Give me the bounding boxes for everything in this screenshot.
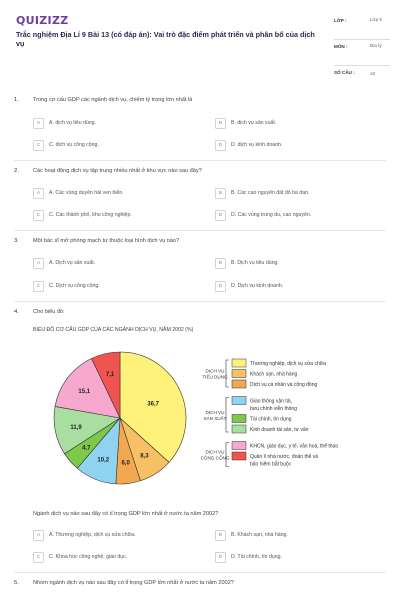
legend-bracket (226, 398, 229, 433)
legend-bracket (226, 360, 229, 387)
quizizz-logo: QUIZIZZ (16, 14, 69, 27)
legend-group-label: TIÊU DÙNG (202, 374, 228, 380)
legend-label: KHCN, giáo dục, y tế, văn hoá, thể thao (250, 443, 339, 450)
option-letter: D (215, 140, 226, 151)
option-letter: A (33, 530, 44, 541)
legend-swatch (232, 380, 246, 388)
slice-value-label: 11,9 (70, 424, 82, 431)
slice-value-label: 8,3 (140, 453, 149, 460)
question-text: Các hoạt động dịch vụ tập trung nhiều nhất ở khu vực nào sau đây? (33, 168, 202, 174)
legend-swatch (232, 397, 246, 405)
option-letter: B (215, 530, 226, 541)
legend-label: Thương nghiệp, dịch vụ sửa chữa (250, 361, 326, 368)
legend-swatch (232, 442, 246, 450)
question-number: 1. (14, 97, 19, 103)
subject-label: MÔN : (334, 44, 348, 49)
legend-label: bảo hiểm bắt buộc (250, 461, 292, 468)
option-letter: C (33, 281, 44, 292)
legend-label: Quản lí nhà nước, đoàn thể và (250, 454, 319, 461)
option-text: A. Các vùng duyên hải ven biển. (49, 190, 124, 196)
question-divider (14, 572, 386, 573)
legend-label: Khách sạn, nhà hàng (250, 371, 298, 378)
option-letter: A (33, 118, 44, 129)
legend-label: bưu chính viễn thông (250, 406, 297, 413)
option-text: B. Khách sạn, nhà hàng. (231, 532, 288, 538)
legend-label: Tài chính, tín dụng (250, 416, 292, 423)
option-letter: A (33, 188, 44, 199)
question-text: Ngành dịch vụ nào sau đây có tỉ trọng GDP lớn nhất ở nước ta năm 2002? (33, 511, 219, 517)
legend-label: Kinh doanh tài sản, tư vấn (250, 427, 309, 434)
legend-swatch (232, 425, 246, 433)
option-letter: C (33, 140, 44, 151)
option-text: B. dịch vụ sản xuất. (231, 120, 277, 126)
legend-group-label: DỊCH VỤ (205, 409, 225, 415)
question-text: Cho biểu đồ: (33, 309, 65, 315)
chart-legend (201, 359, 339, 468)
option-text: C. dịch vụ công cộng. (49, 142, 99, 148)
option-letter: D (215, 552, 226, 563)
chart-title: BIỂU ĐỒ CƠ CẤU GDP CỦA CÁC NGÀNH DỊCH VỤ, NĂM 2002 (%) (33, 327, 194, 333)
option-text: A. Dịch vụ sản xuất. (49, 260, 96, 266)
option-text: B. Dịch vụ tiêu dùng. (231, 260, 279, 266)
question-text: Nhóm ngành dịch vụ nào sau đây có tỉ trọng GDP lớn nhất ở nước ta năm 2002? (33, 580, 234, 586)
option-letter: B (215, 188, 226, 199)
option-letter: D (215, 210, 226, 221)
option-letter: A (33, 258, 44, 269)
subject-value: Địa lý (370, 43, 382, 48)
option-text: D. Dịch vụ kinh doanh. (231, 283, 284, 289)
option-text: C. Các thành phố, khu công nghiệp. (49, 212, 132, 218)
slice-value-label: 10,2 (97, 457, 110, 464)
option-text: C. Khoa học công nghệ, giáo dục. (49, 554, 128, 560)
option-letter: D (215, 281, 226, 292)
legend-swatch (232, 370, 246, 378)
option-d[interactable] (215, 551, 282, 563)
grade-value: Lớp 9 (370, 17, 382, 22)
legend-swatch (232, 415, 246, 423)
slice-value-label: 4,7 (82, 445, 91, 452)
slice-value-label: 6,0 (121, 460, 130, 467)
legend-label: Giao thông vận tải, (250, 398, 292, 405)
legend-group-label: SẢN XUẤT (203, 415, 227, 421)
question-text: Một bác sĩ mở phòng mạch tư thuộc loại hình dịch vụ nào? (33, 238, 180, 244)
question-number: 2. (14, 168, 19, 174)
legend-group-label: CÔNG CỘNG (200, 455, 230, 461)
option-a[interactable] (33, 529, 135, 541)
pie-slices (54, 352, 186, 484)
option-text: A. dịch vụ tiêu dùng. (49, 120, 97, 126)
legend-bracket (226, 443, 229, 467)
slice-value-label: 15,1 (78, 388, 91, 395)
question-text: Trong cơ cấu GDP các ngành dịch vụ, chiếm tỷ trọng lớn nhất là (33, 97, 193, 103)
slice-value-label: 7,1 (105, 372, 115, 379)
option-letter: B (215, 258, 226, 269)
option-letter: C (33, 210, 44, 221)
option-text: A. Thương nghiệp, dịch vụ sửa chữa. (49, 532, 136, 538)
option-c[interactable] (33, 551, 127, 563)
option-text: D. Tài chính, tín dụng. (231, 554, 282, 560)
option-text: D. dịch vụ kinh doanh. (231, 142, 283, 148)
count-value: 10 (370, 71, 376, 76)
option-text: B. Các cao nguyên đất đỏ ba dan. (231, 190, 310, 196)
option-text: C. Dịch vụ công cộng. (49, 283, 100, 289)
legend-group-label: DỊCH VỤ (205, 449, 225, 455)
question-number: 5. (14, 580, 19, 586)
option-b[interactable] (215, 529, 288, 541)
legend-swatch (232, 452, 246, 460)
legend-swatch (232, 359, 246, 367)
document-title: Trắc nghiệm Địa Lí 9 Bài 13 (có đáp án): Vai trò đặc điểm phát triển và phân bố của dịch vụ (16, 30, 315, 48)
option-text: D. Các vùng trung du, cao nguyên. (231, 212, 312, 218)
legend-label: Dịch vụ cá nhân và cộng đồng (250, 382, 318, 389)
question-number: 4. (14, 309, 19, 315)
slice-value-label: 36,7 (147, 401, 160, 408)
question-number: 3. (14, 238, 19, 244)
grade-label: LỚP : (334, 18, 347, 23)
option-letter: C (33, 552, 44, 563)
option-letter: B (215, 118, 226, 129)
count-label: SỐ CÂU : (334, 70, 355, 75)
legend-group-label: DỊCH VỤ (205, 368, 225, 374)
